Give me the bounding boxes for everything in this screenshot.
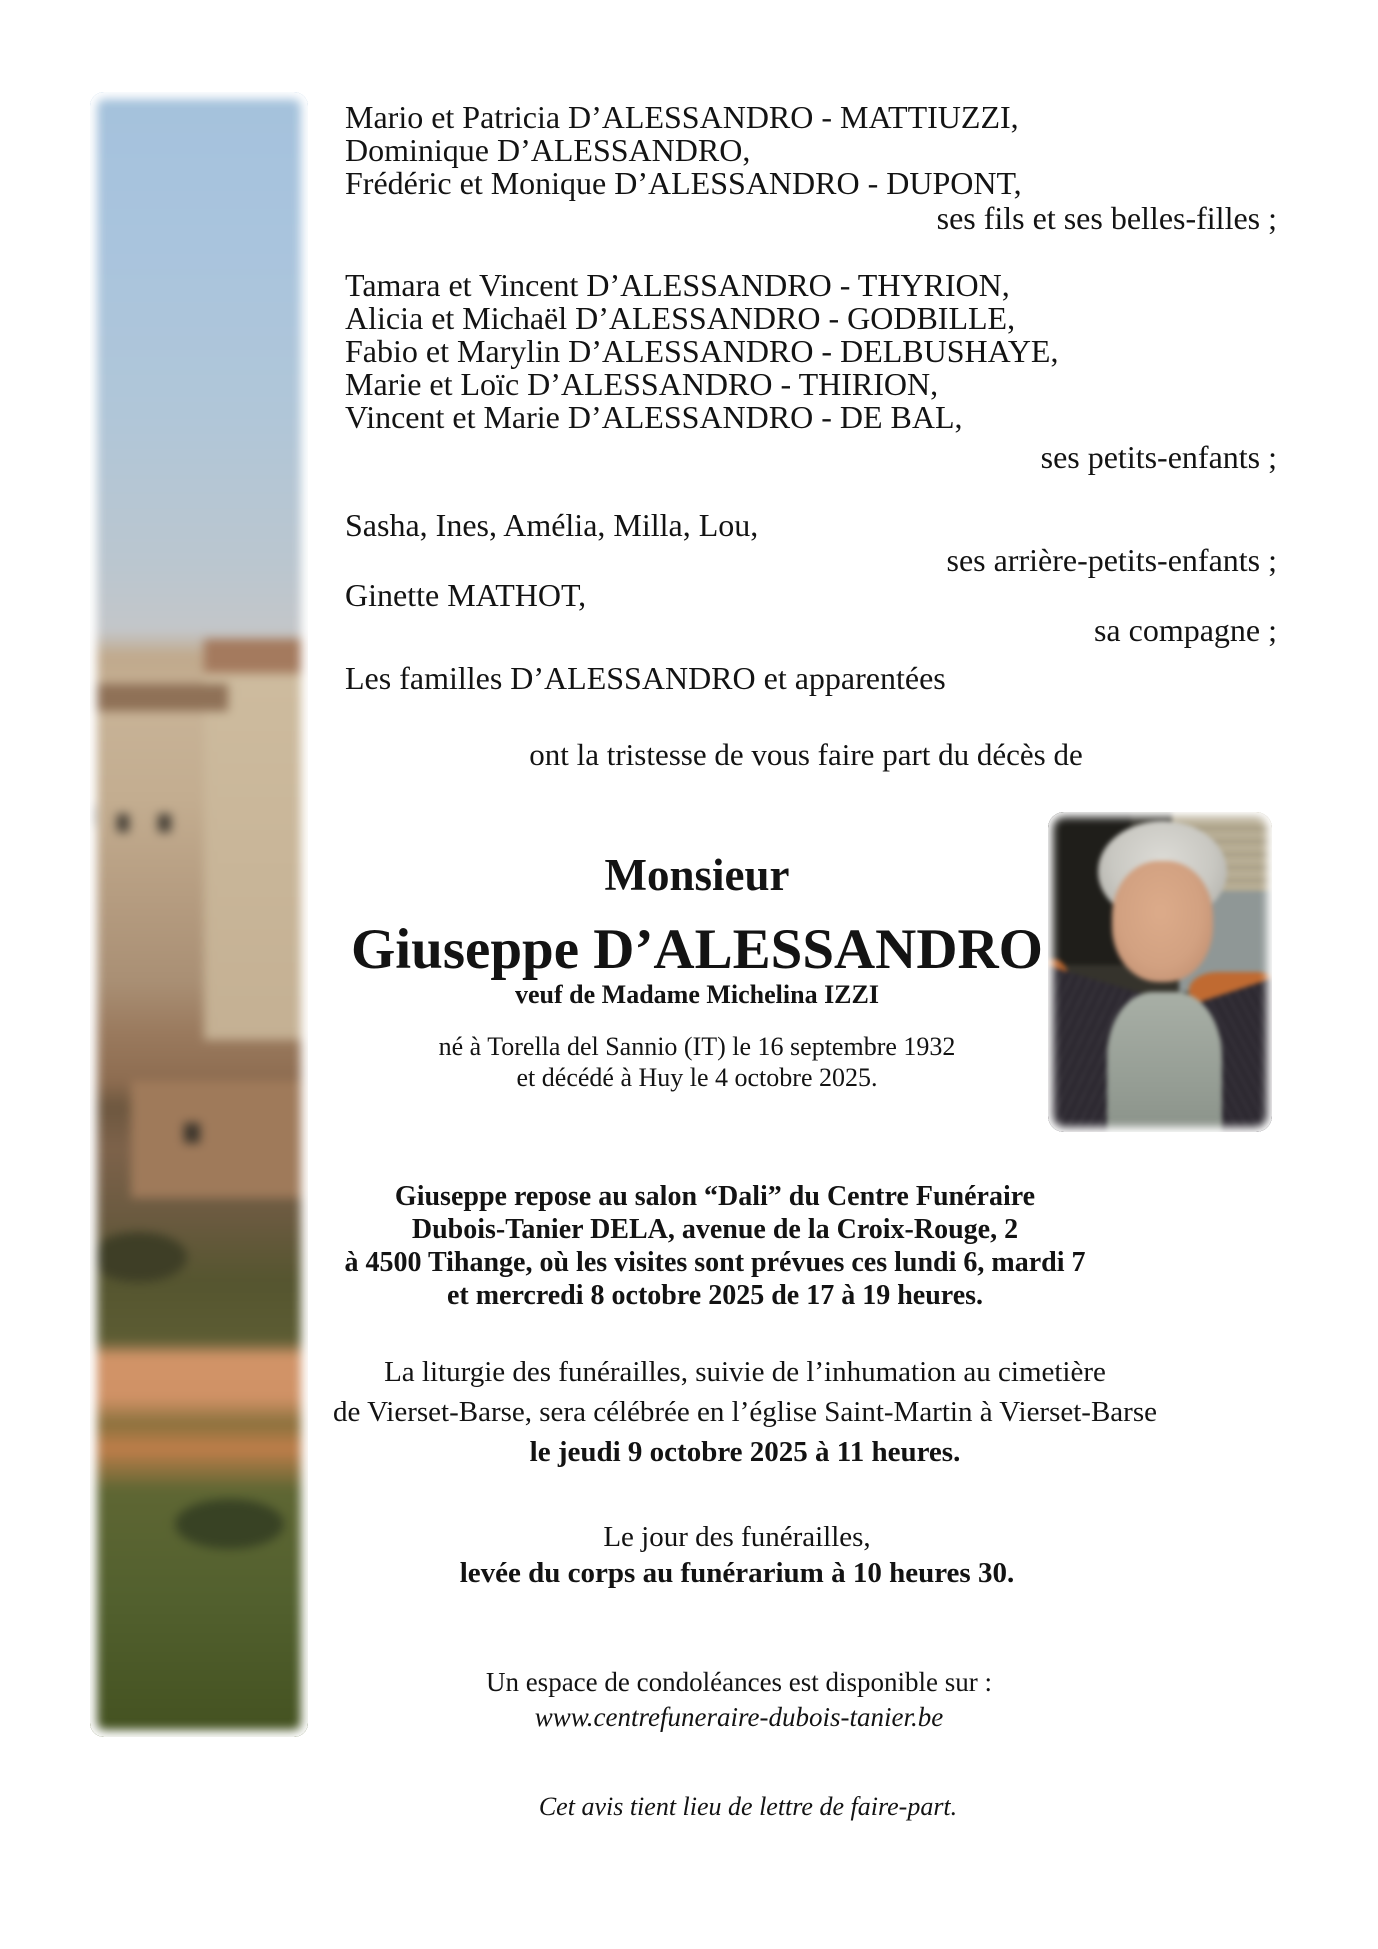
village-window xyxy=(184,1123,200,1143)
village-photo-layers xyxy=(90,92,308,1737)
visitation-line: à 4500 Tihange, où les visites sont prévues ces lundi 6, mardi 7 xyxy=(344,1247,1086,1278)
footer-notice: Cet avis tient lieu de lettre de faire-part. xyxy=(538,1792,958,1821)
sons-label: ses fils et ses belles-filles ; xyxy=(936,200,1277,236)
son-line: Frédéric et Monique D’ALESSANDRO - DUPONT, xyxy=(345,165,1022,201)
liturgy-info xyxy=(288,1352,1202,1472)
grandchild-line: Fabio et Marylin D’ALESSANDRO - DELBUSHAYE, xyxy=(345,333,1059,369)
village-photo xyxy=(90,92,308,1737)
village-window xyxy=(90,806,93,826)
deceased-title: Monsieur xyxy=(604,850,790,900)
village-shadow-patch xyxy=(90,1232,187,1282)
village-lower-house xyxy=(131,1081,308,1198)
companion-label: sa compagne ; xyxy=(1093,612,1277,648)
condolences-line: Un espace de condoléances est disponible sur : xyxy=(485,1667,993,1697)
condolences-website: www.centrefuneraire-dubois-tanier.be xyxy=(534,1702,944,1732)
funeral-day-time-line: levée du corps au funérarium à 10 heures 30. xyxy=(459,1557,1015,1589)
portrait-gray-scarf xyxy=(1107,992,1222,1132)
village-roofline xyxy=(90,684,228,711)
visitation-line: Giuseppe repose au salon “Dali” du Centre Funéraire xyxy=(394,1181,1036,1212)
widower-line: veuf de Madame Michelina IZZI xyxy=(515,980,879,1009)
grandchild-line: Alicia et Michaël D’ALESSANDRO - GODBILLE, xyxy=(345,300,1016,336)
village-window xyxy=(158,814,171,832)
birth-line: né à Torella del Sannio (IT) le 16 septembre 1932 xyxy=(438,1032,956,1061)
great-grandchildren-label: ses arrière-petits-enfants ; xyxy=(946,542,1277,578)
families-line: Les familles D’ALESSANDRO et apparentées xyxy=(345,660,946,696)
funeral-day-info xyxy=(288,1519,1186,1591)
visitation-info xyxy=(288,1180,1142,1312)
companion-line: Ginette MATHOT, xyxy=(345,577,587,613)
liturgy-line: La liturgie des funérailles, suivie de l’inhumation au cimetière xyxy=(384,1356,1106,1388)
liturgy-date-line: le jeudi 9 octobre 2025 à 11 heures. xyxy=(529,1436,961,1468)
deceased-name: Giuseppe D’ALESSANDRO xyxy=(350,918,1044,981)
portrait-face xyxy=(1112,861,1213,982)
son-line: Dominique D’ALESSANDRO, xyxy=(345,132,751,168)
grandchild-line: Tamara et Vincent D’ALESSANDRO - THYRION, xyxy=(345,267,1010,303)
village-shadow-patch xyxy=(175,1499,284,1549)
condolences-info xyxy=(288,1665,1190,1735)
announcement-intro: ont la tristesse de vous faire part du décès de xyxy=(529,737,1083,772)
funeral-day-line: Le jour des funérailles, xyxy=(603,1521,871,1553)
great-grandchildren-line: Sasha, Ines, Amélia, Milla, Lou, xyxy=(345,507,759,543)
grandchild-line: Marie et Loïc D’ALESSANDRO - THIRION, xyxy=(345,366,939,402)
son-line: Mario et Patricia D’ALESSANDRO - MATTIUZZI, xyxy=(345,99,1019,135)
birth-death-block xyxy=(288,1031,1106,1093)
grandchildren-label: ses petits-enfants ; xyxy=(1040,439,1277,475)
visitation-line: et mercredi 8 octobre 2025 de 17 à 19 heures. xyxy=(446,1280,984,1311)
village-window xyxy=(117,814,129,832)
death-line: et décédé à Huy le 4 octobre 2025. xyxy=(516,1063,878,1092)
liturgy-line: de Vierset-Barse, sera célébrée en l’église Saint-Martin à Vierset-Barse xyxy=(332,1396,1157,1428)
visitation-line: Dubois-Tanier DELA, avenue de la Croix-Rouge, 2 xyxy=(411,1214,1019,1245)
grandchild-line: Vincent et Marie D’ALESSANDRO - DE BAL, xyxy=(345,399,963,435)
family-list xyxy=(345,101,1277,695)
